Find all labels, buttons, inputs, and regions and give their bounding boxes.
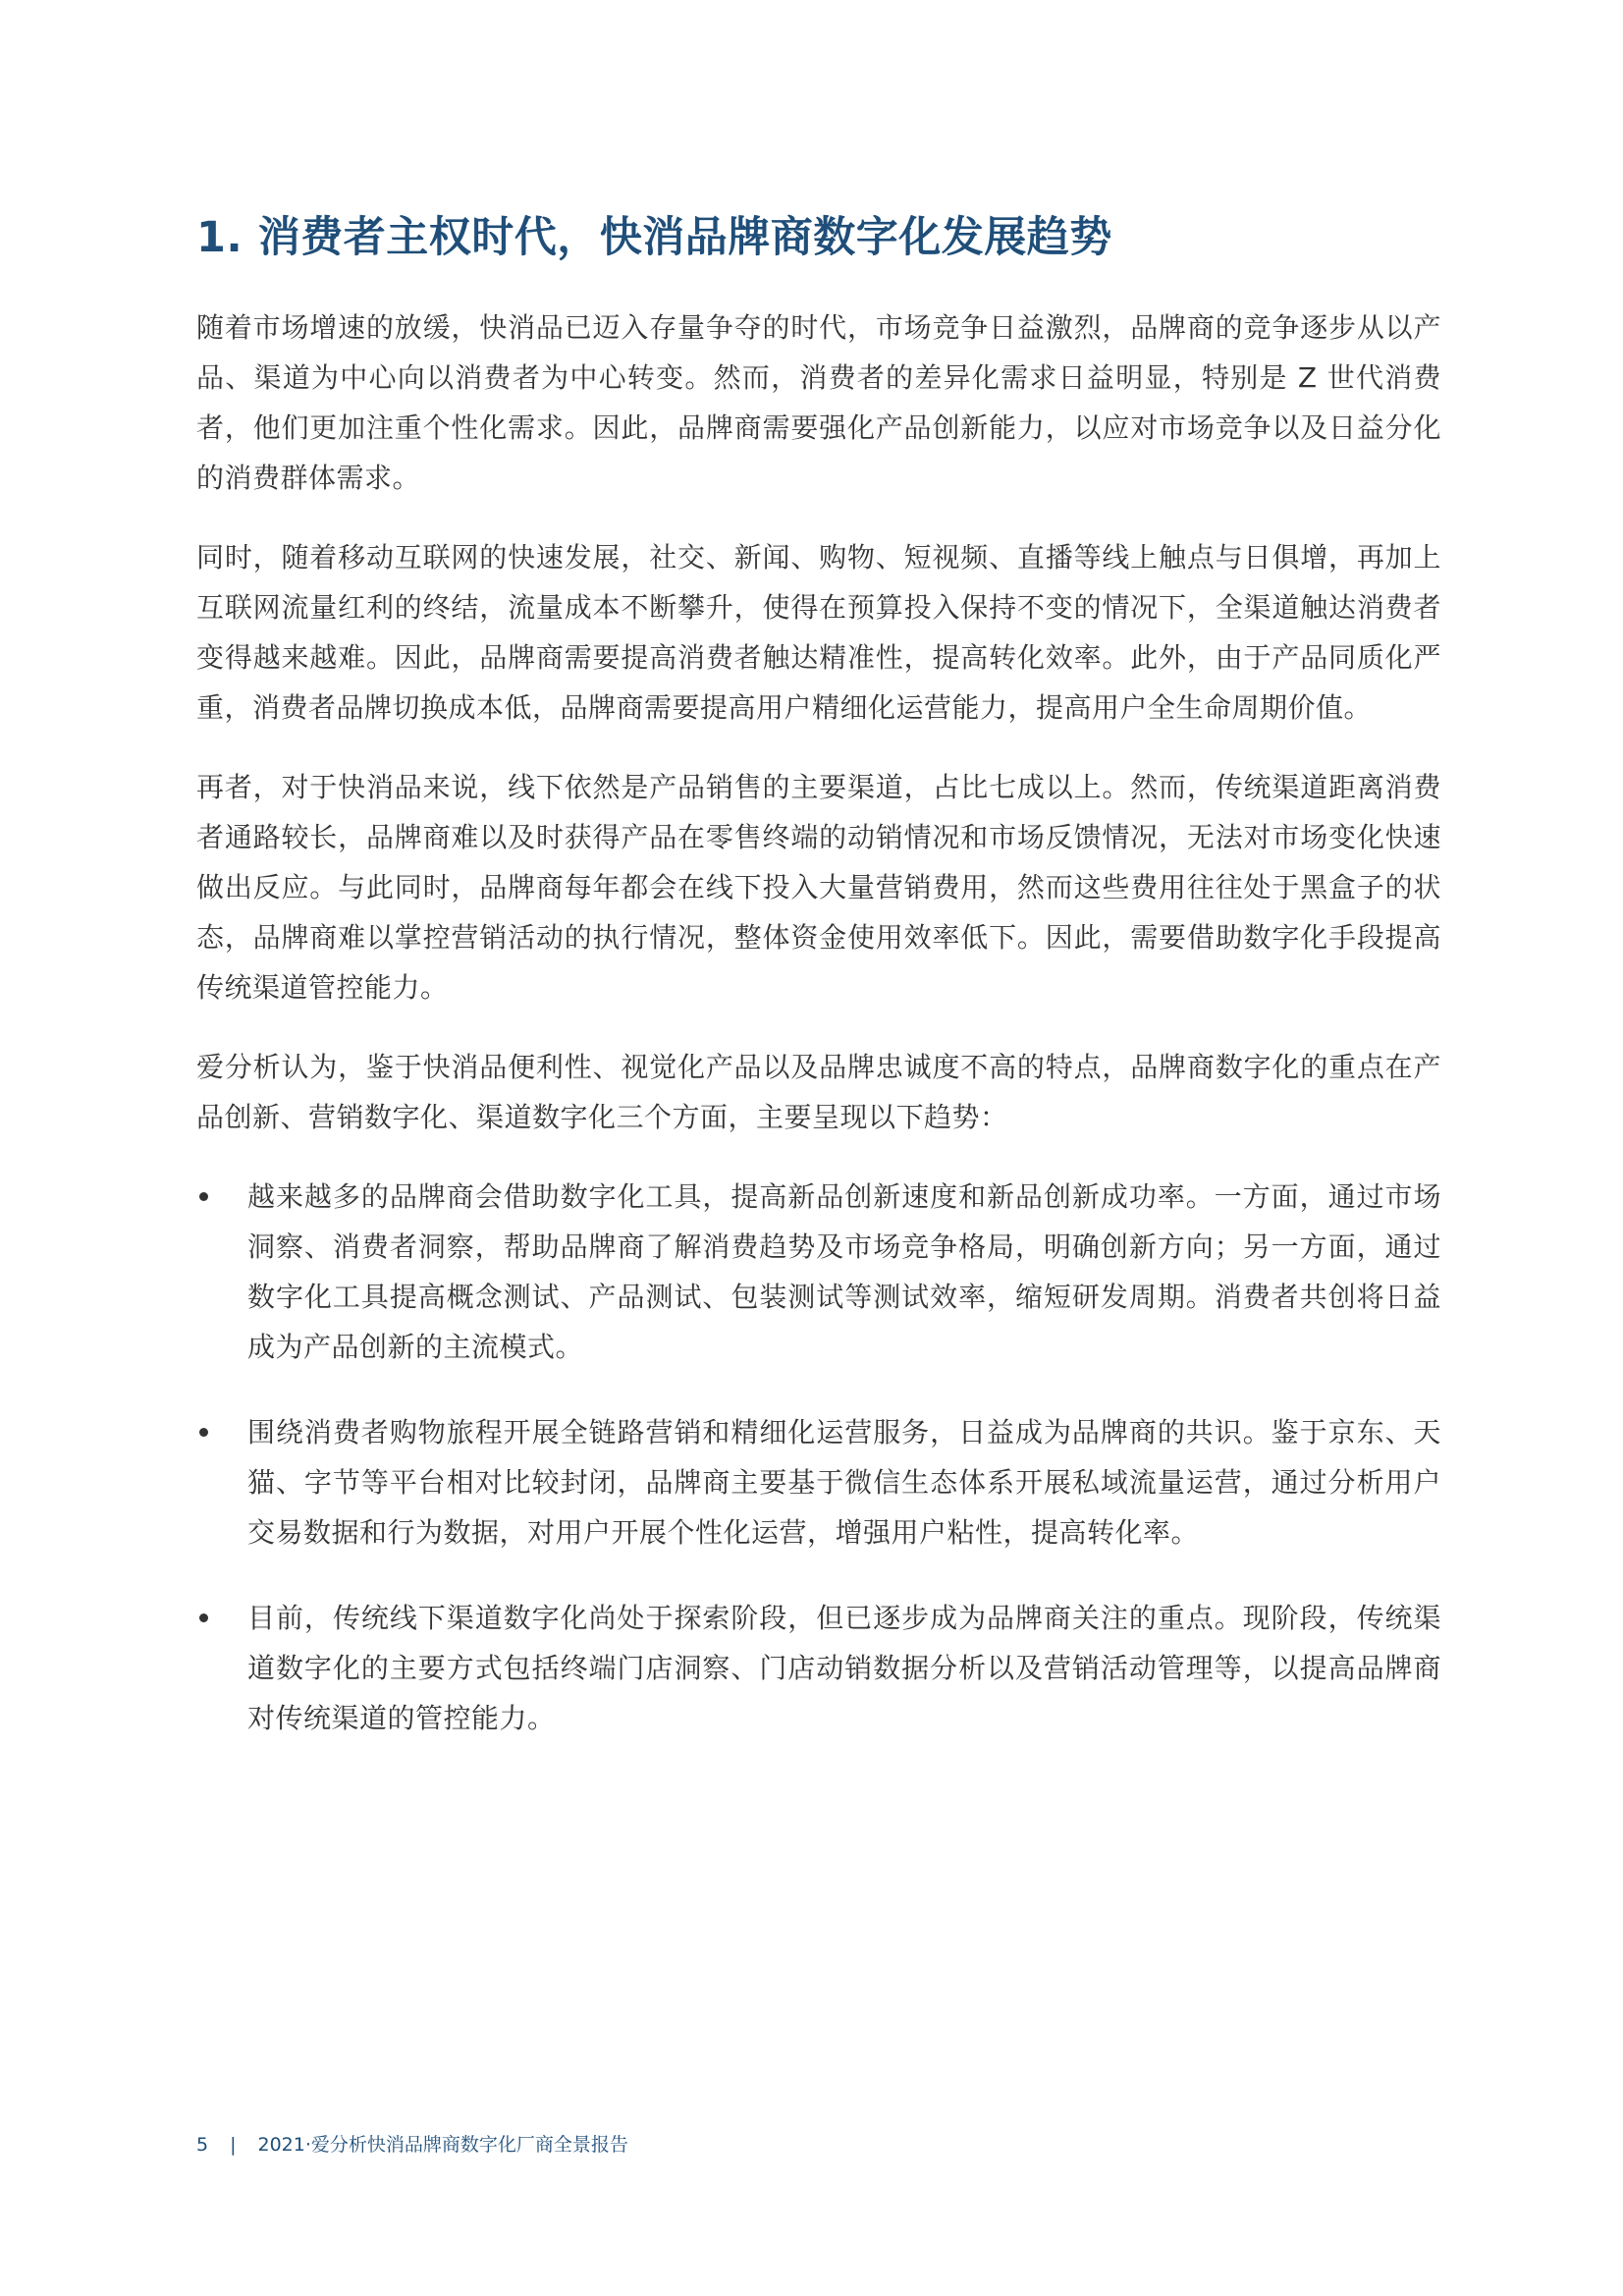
bullet-dot-icon: [199, 1613, 208, 1622]
trend-bullet-item: [196, 1593, 1441, 1743]
trend-bullet-text: 围绕消费者购物旅程开展全链路营销和精细化运营服务，日益成为品牌商的共识。鉴于京东、天猫、字节等平台相对比较封闭，品牌商主要基于微信生态体系开展私域流量运营，通过分析用户交易数据和行为数据，对用户开展个性化运营，增强用户粘性，提高转化率。: [247, 1416, 1441, 1549]
page-number: 5: [196, 2134, 209, 2156]
trend-bullet-item: [196, 1172, 1441, 1372]
trend-bullet-list: [196, 1172, 1441, 1743]
footer-separator: |: [230, 2134, 237, 2156]
bullet-dot-icon: [199, 1192, 208, 1201]
paragraph-online-channels: 同时，随着移动互联网的快速发展，社交、新闻、购物、短视频、直播等线上触点与日俱增，再加上互联网流量红利的终结，流量成本不断攀升，使得在预算投入保持不变的情况下，全渠道触达消费者变得越来越难。因此，品牌商需要提高消费者触达精准性，提高转化效率。此外，由于产品同质化严重，消费者品牌切换成本低，品牌商需要提高用户精细化运营能力，提高用户全生命周期价值。: [196, 541, 1441, 724]
trend-bullet-item: [196, 1407, 1441, 1558]
bullet-dot-icon: [199, 1428, 208, 1437]
trend-bullet-text: 越来越多的品牌商会借助数字化工具，提高新品创新速度和新品创新成功率。一方面，通过市场洞察、消费者洞察，帮助品牌商了解消费趋势及市场竞争格局，明确创新方向；另一方面，通过数字化工具提高概念测试、产品测试、包装测试等测试效率，缩短研发周期。消费者共创将日益成为产品创新的主流模式。: [247, 1180, 1441, 1363]
footer-report-title: 2021·爱分析快消品牌商数字化厂商全景报告: [257, 2134, 628, 2156]
paragraph-offline-channels: 再者，对于快消品来说，线下依然是产品销售的主要渠道，占比七成以上。然而，传统渠道距离消费者通路较长，品牌商难以及时获得产品在零售终端的动销情况和市场反馈情况，无法对市场变化快速做出反应。与此同时，品牌商每年都会在线下投入大量营销费用，然而这些费用往往处于黑盒子的状态，品牌商难以掌控营销活动的执行情况，整体资金使用效率低下。因此，需要借助数字化手段提高传统渠道管控能力。: [196, 771, 1441, 1004]
page-footer: [196, 2133, 628, 2157]
paragraph-intro: 随着市场增速的放缓，快消品已迈入存量争夺的时代，市场竞争日益激烈，品牌商的竞争逐步从以产品、渠道为中心向以消费者为中心转变。然而，消费者的差异化需求日益明显，特别是 Z 世代消费者，他们更加注重个性化需求。因此，品牌商需要强化产品创新能力，以应对市场竞争以及日益分化的消费群体需求。: [196, 311, 1441, 494]
page-content: [196, 208, 1441, 1778]
paragraph-conclusion: 爱分析认为，鉴于快消品便利性、视觉化产品以及品牌忠诚度不高的特点，品牌商数字化的重点在产品创新、营销数字化、渠道数字化三个方面，主要呈现以下趋势：: [196, 1051, 1441, 1133]
section-heading: 1. 消费者主权时代，快消品牌商数字化发展趋势: [196, 213, 1112, 262]
trend-bullet-text: 目前，传统线下渠道数字化尚处于探索阶段，但已逐步成为品牌商关注的重点。现阶段，传统渠道数字化的主要方式包括终端门店洞察、门店动销数据分析以及营销活动管理等，以提高品牌商对传统渠道的管控能力。: [247, 1602, 1441, 1734]
